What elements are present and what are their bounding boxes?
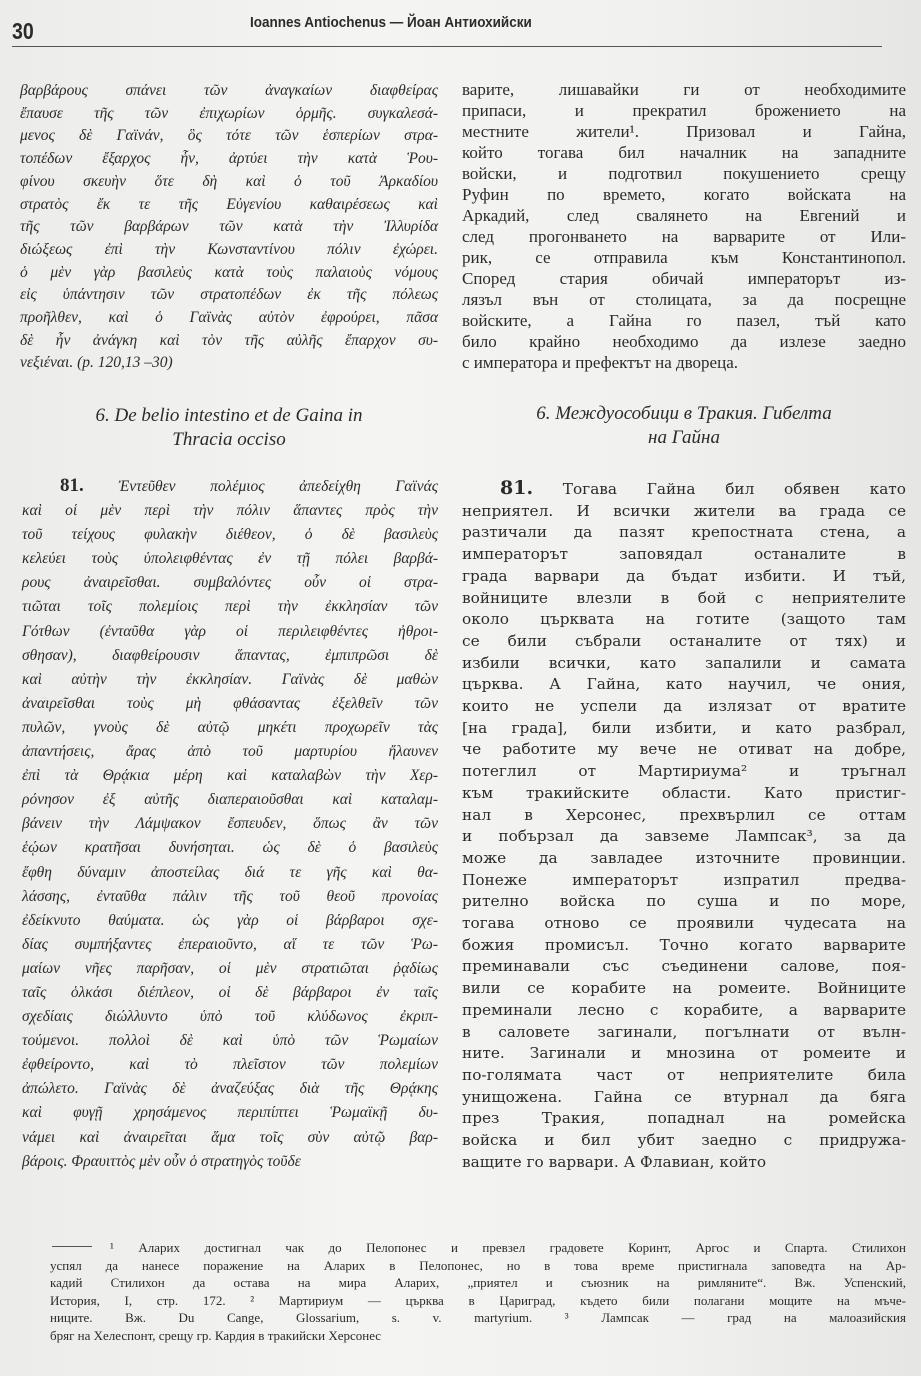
text-line: τιῶται τοῖς πολεμίοις περὶ τὴν ἐκκλησίαν τῶν xyxy=(22,598,438,616)
text-line: βάνειν τὴν Λάμψακον ἔσπευδεν, ὅπως ἂν τῶν xyxy=(22,815,438,833)
page-number: 30 xyxy=(12,18,34,44)
footnotes xyxy=(50,1239,906,1344)
text-line: местните жители¹. Призовал и Гайна, xyxy=(462,122,906,141)
text-line: потеглил от Мартириума² и тръгнал xyxy=(462,762,906,781)
text-line: νεξιέναι. (p. 120,13 –30) xyxy=(20,354,173,372)
line-text: Тогава Гайна бил обявен като xyxy=(562,480,906,498)
text-line: κελεύει τοὺς ὑπολειφθέντας ἐν τῇ πόλει βαρβά- xyxy=(22,550,438,568)
text-line: νάμει καὶ ἀναιρεῖται ἅμα τοῖς σὺν αὐτῷ βαρ- xyxy=(22,1128,438,1146)
text-line: вили се корабите на ромеите. Войниците xyxy=(462,979,906,998)
text-line: βάροις. Φραυιττὸς μὲν οὖν ὁ στρατηγὸς τοῦδε xyxy=(22,1152,301,1170)
text-line: ните. Загинали и мнозина от ромеите и xyxy=(462,1044,906,1063)
text-line: ρόνησον ἐξ αὐτῆς διαπεραιοῦσθαι καὶ καταλαμ- xyxy=(22,791,438,809)
text-line: лязъл вън от столицата, за да посрещне xyxy=(462,290,906,309)
text-line: σχεδίαις διώλλυντο ὑπὸ τοῦ κλύδωνος ἐκριπ- xyxy=(22,1008,438,1026)
text-line: ἀπώλετο. Γαϊνὰς δὲ ἀναζεύξας διὰ τῆς Θρᾴκης xyxy=(22,1080,438,1098)
text-line: успял да нанесе поражение на Аларих в Пелопонес, но в това време пристигнала заповедта на Ар- xyxy=(50,1257,906,1273)
text-line: може да завладее източните провинции. xyxy=(462,848,906,867)
text-line: нал в Херсонес, прехвърлил се оттам xyxy=(462,805,906,824)
text-line: се били събрали останалите от тях) и xyxy=(462,631,906,650)
text-line: ἀπαντήσεις, ἄρας ἀπὸ τοῦ μαρτυρίου ἤλαυνεν xyxy=(22,743,438,761)
text-line: δὲ ἦν ἀνάγκη καὶ τὸν τῆς αὐλῆς ἔπαρχον συ- xyxy=(20,331,438,349)
text-line: било крайно необходимо да излезе заедно xyxy=(462,332,906,351)
text-line: преминали лесно с корабите, а варварите xyxy=(462,1000,906,1019)
text-line: и побързал да завземе Лампсак³, за да xyxy=(462,827,906,846)
heading-line: Thracia occiso xyxy=(172,429,286,450)
text-line: божия промисъл. Точно когато варварите xyxy=(462,935,906,954)
greek-chapter-81 xyxy=(22,474,438,1174)
chapter-number: 81. xyxy=(60,475,84,496)
text-line: βαρβάρους σπάνει τῶν ἀναγκαίων διαφθείρας xyxy=(20,82,438,99)
text-line: ταῖς ὁλκάσι διέπλεον, οἱ δὲ βάρβαροι ἐν ταῖς xyxy=(22,983,438,1001)
text-line: τῆς τῶν βαρβάρων τῶν κατὰ τὴν Ἰλλυρίδα xyxy=(20,218,438,236)
text-line: [на града], били избити, и като разбрал, xyxy=(462,718,906,737)
text-line: избили всички, като запалили и самата xyxy=(462,653,906,672)
text-line: Руфин по времето, когато войската на xyxy=(462,185,906,204)
text-line: войниците влезли в бой с неприятелите xyxy=(462,588,906,607)
text-line: рик, се отправила към Константинопол. xyxy=(462,248,906,267)
text-line: след прогонването на варварите от Или- xyxy=(462,227,906,246)
text-line: φίνου σκευὴν ὅτε δὴ καὶ ὁ τοῦ Ἀρκαδίου xyxy=(20,172,438,190)
text-line: преминавали със съединени салове, поя- xyxy=(462,957,906,976)
text-line: бряг на Хелеспонт, срещу гр. Кардия в тракийски Херсонес xyxy=(50,1327,382,1343)
text-line: ¹ Аларих достигнал чак до Пелопонес и превзел градовете Коринт, Аргос и Спарта. Стилихон xyxy=(110,1240,906,1255)
text-line: който тогава бил началник на западните xyxy=(462,143,906,162)
heading-line: на Гайна xyxy=(648,427,720,448)
text-line: τοπέδων ἔξαρχος ἦν, ἀρτύει τὴν κατὰ Ῥου- xyxy=(20,150,438,168)
text-line: ниците. Вж. Du Cange, Glossarium, s. v. martyrium. ³ Лампсак — град на малоазийския xyxy=(50,1310,906,1325)
section-heading-bulgarian xyxy=(462,402,906,450)
text-line: неприятел. И всички жители ва града се xyxy=(462,501,906,520)
text-line: καὶ φυγῇ χρησάμενος περιπίπτει Ῥωμαϊκῇ δυ- xyxy=(22,1104,438,1122)
text-line: προῆλθεν, καὶ ὁ Γαϊνὰς αὐτὸν ἐφρούρει, πᾶσα xyxy=(20,309,438,327)
chapter-number: 81. xyxy=(500,477,534,499)
text-line: войска и бил убит заедно с придружа- xyxy=(462,1131,906,1150)
text-line: διώξεως ἐπὶ τὴν Κωνσταντίνου πόλιν ἐχώρει. xyxy=(20,240,438,258)
text-line: тогава отново се проявили чудесата на xyxy=(462,914,906,933)
text-line: ἐφθείροντο, καὶ τὸ πλεῖστον τῶν πολεμίων xyxy=(22,1056,438,1074)
text-line xyxy=(462,478,906,501)
text-line: σθησαν), διαφθείρουσιν ἅπαντας, ἐμπιπρῶσι δὲ xyxy=(22,646,438,664)
greek-text-top xyxy=(20,80,438,375)
text-line: μενος δὲ Γαϊνάν, ὃς τότε τῶν ἑσπερίων στρα- xyxy=(20,127,438,145)
text-line xyxy=(22,474,438,499)
text-line: по-голямата част от неприятелите била xyxy=(462,1065,906,1084)
text-line: εἰς ὑπάντησιν τῶν στρατοπέδων ἐκ τῆς πόλεως xyxy=(20,286,438,304)
text-line: στρατὸς ἔκ τε τῆς Εὐγενίου καθαιρέσεως καὶ xyxy=(20,195,438,213)
text-line: ἐπὶ τὰ Θρᾴκια μέρη καὶ καταλαβὼν τὴν Χερ- xyxy=(22,767,438,785)
text-line: разтичали да пазят крепостната стена, а xyxy=(462,523,906,542)
line-text: Ἐντεῦθεν πολέμιος ἀπεδείχθη Γαϊνάς xyxy=(118,478,438,495)
text-line: Аркадий, след свалянето на Евгений и xyxy=(462,206,906,225)
text-line: Γότθων (ἐνταῦθα γὰρ οἱ περιλειφθέντες ἠθροι- xyxy=(22,622,438,640)
running-head: Ioannes Antiochenus — Йоан Антиохийски xyxy=(250,14,532,31)
text-line: τοῦ τείχους φυλακὴν διέθεον, ὁ δὲ βασιλεὺς xyxy=(22,526,438,544)
text-line: с императора и префектът на двореца. xyxy=(462,353,738,372)
text-line: λάσσης, ἐνταῦθα πάλιν τῆς τοῦ θεοῦ προνοίας xyxy=(22,887,438,905)
text-line: войски, и подготвил покушението срещу xyxy=(462,164,906,183)
text-line: πυλῶν, γνοὺς δὲ αὐτῷ μηκέτι προχωρεῖν τὰς xyxy=(22,718,438,736)
text-line: църква. А Гайна, като научил, че ония, xyxy=(462,675,906,694)
text-line: История, I, стр. 172. ² Мартириум — църква в Цариград, където били полагани мощите на мъче- xyxy=(50,1292,906,1308)
text-line: в саловете загинали, погълнати от вълн- xyxy=(462,1022,906,1041)
text-line: ρους ἀναιρεῖσθαι. συμβαλόντες οὖν οἱ στρα- xyxy=(22,574,438,592)
text-line: към тракийските области. Като пристиг- xyxy=(462,783,906,802)
text-line: Според стария обичай императорът из- xyxy=(462,269,906,288)
text-line: императорът заповядал останалите в xyxy=(462,545,906,564)
text-line: ἔπαυσε τῆς τῶν ἐπιχωρίων ὁρμῆς. συγκαλεσά- xyxy=(20,104,438,122)
text-line: καὶ οἱ μὲν περὶ τὴν πόλιν ἅπαντες πρὸς τὴν xyxy=(22,502,438,520)
bulgarian-chapter-81 xyxy=(462,478,906,1174)
text-line: припаси, и прекратил брожението на xyxy=(462,101,906,120)
text-line: през Тракия, попаднал на ромейска xyxy=(462,1109,906,1128)
text-line: войските, а Гайна го пазел, тъй като xyxy=(462,311,906,330)
text-line: около църквата на готите (защото там xyxy=(462,610,906,629)
text-line: Понеже императорът изпратил предва- xyxy=(462,870,906,889)
text-line: рително войска по суша и по море, xyxy=(462,892,906,911)
text-line: ващите го варвари. А Флавиан, който xyxy=(462,1152,767,1171)
text-line: ἀναιρεῖσθαι τοὺς μὴ φθάσαντας ἐξελθεῖν τῶν xyxy=(22,694,438,712)
bulgarian-text-top xyxy=(462,79,906,373)
text-line: варите, лишавайки ги от необходимите xyxy=(462,80,906,99)
text-line: унищожена. Гайна се втурнал да бяга xyxy=(462,1087,906,1106)
heading-line: 6. Междуособици в Тракия. Гибелта xyxy=(536,403,832,424)
text-line: града варвари да бъдат избити. И тъй, xyxy=(462,566,906,585)
text-line: μαίων νῆες παρῆσαν, οἱ μὲν στρατιῶται ῥᾳδίως xyxy=(22,959,438,977)
text-line: ἔφθη δύναμιν ἀποστείλας διά τε γῆς καὶ θα- xyxy=(22,863,438,881)
header-rule xyxy=(12,46,882,47)
text-line: ἑῴων κρατῆσαι δυνήσηται. ὡς δὲ ὁ βασιλεὺς xyxy=(22,839,438,857)
text-line: кадий Стилихон да остава на мира Аларих, „приятел и съюзник на римляните“. Вж. Успенский, xyxy=(50,1275,906,1290)
text-line: δίας συμπήξαντες ἐπεραιοῦντο, αἵ τε τῶν Ῥω- xyxy=(22,935,438,953)
heading-line: 6. De belio intestino et de Gaina in xyxy=(95,405,363,426)
text-line: които не успели да излязат от вратите xyxy=(462,697,906,716)
text-line: καὶ αὐτὴν τὴν ἐκκλησίαν. Γαϊνὰς δὲ μαθὼν xyxy=(22,670,438,688)
text-line: τούμενοι. πολλοὶ δὲ καὶ ὑπὸ τῶν Ῥωμαίων xyxy=(22,1032,438,1050)
text-line: ὁ μὲν γὰρ βασιλεὺς κατὰ τοὺς παλαιοὺς νόμους xyxy=(20,263,438,281)
section-heading-latin xyxy=(20,404,438,452)
text-line: че работите му вече не отиват на добре, xyxy=(462,740,906,759)
text-line: ἐδείκνυτο θαύματα. ὡς γὰρ οἱ βάρβαροι σχε- xyxy=(22,911,438,929)
